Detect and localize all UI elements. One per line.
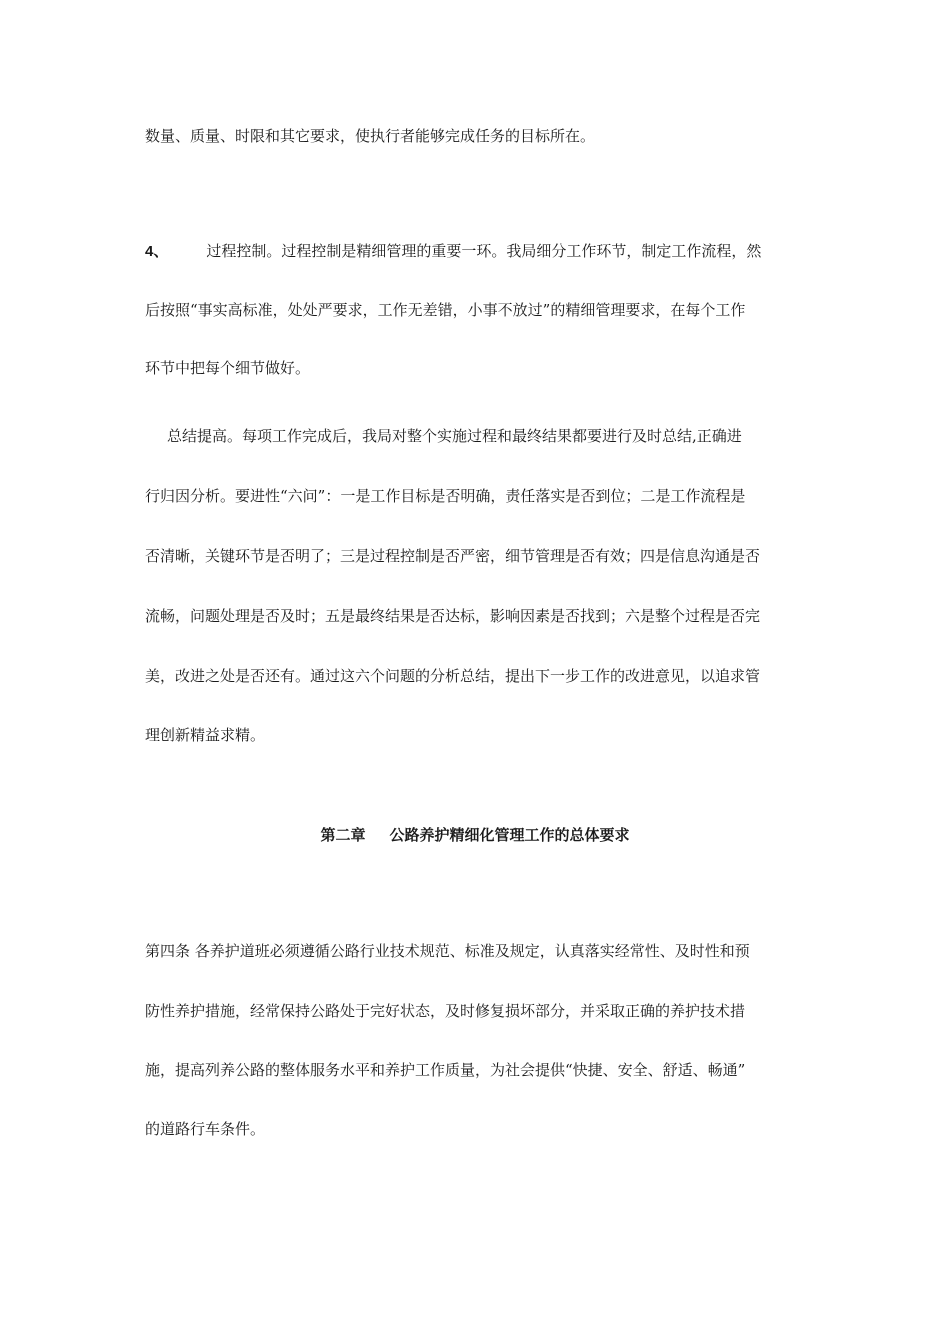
summary-line-5: 美，改进之处是否还有。通过这六个问题的分析总结，提出下一步工作的改进意见，以追求管 xyxy=(145,667,761,685)
chapter-title: 公路养护精细化管理工作的总体要求 xyxy=(389,826,630,844)
paragraph-prev-line-1: 数量、质量、时限和其它要求，使执行者能够完成任务的目标所在。 xyxy=(145,127,596,145)
process-control-line-3: 环节中把每个细节做好。 xyxy=(145,359,311,377)
article4-line-1: 第四条 各养护道班必须遵循公路行业技术规范、标准及规定，认真落实经常性、及时性和预 xyxy=(145,942,750,960)
item-number: 4、 xyxy=(145,243,169,260)
summary-line-6: 理创新精益求精。 xyxy=(145,726,266,744)
summary-line-3: 否清晰，关键环节是否明了；三是过程控制是否严密，细节管理是否有效；四是信息沟通是否 xyxy=(145,547,761,565)
summary-line-2: 行归因分析。要进性“六问”：一是工作目标是否明确，责任落实是否到位；二是工作流程是 xyxy=(145,487,746,505)
chapter-number: 第二章 xyxy=(320,826,366,844)
article4-line-2: 防性养护措施，经常保持公路处于完好状态，及时修复损坏部分，并采取正确的养护技术措 xyxy=(145,1002,746,1020)
process-control-line-2: 后按照“事实高标准，处处严要求，工作无差错，小事不放过”的精细管理要求，在每个工作 xyxy=(145,301,746,319)
summary-line-1: 总结提高。每项工作完成后，我局对整个实施过程和最终结果都要进行及时总结,正确进 xyxy=(167,427,742,445)
process-control-line-1 xyxy=(145,241,810,262)
article4-line-4: 的道路行车条件。 xyxy=(145,1120,266,1138)
article4-line-3: 施，提高列养公路的整体服务水平和养护工作质量，为社会提供“快捷、安全、舒适、畅通” xyxy=(145,1061,746,1079)
summary-line-4: 流畅，问题处理是否及时；五是最终结果是否达标，影响因素是否找到；六是整个过程是否完 xyxy=(145,607,761,625)
chapter-heading xyxy=(0,825,950,845)
process-control-text-1: 过程控制。过程控制是精细管理的重要一环。我局细分工作环节，制定工作流程，然 xyxy=(206,242,762,260)
